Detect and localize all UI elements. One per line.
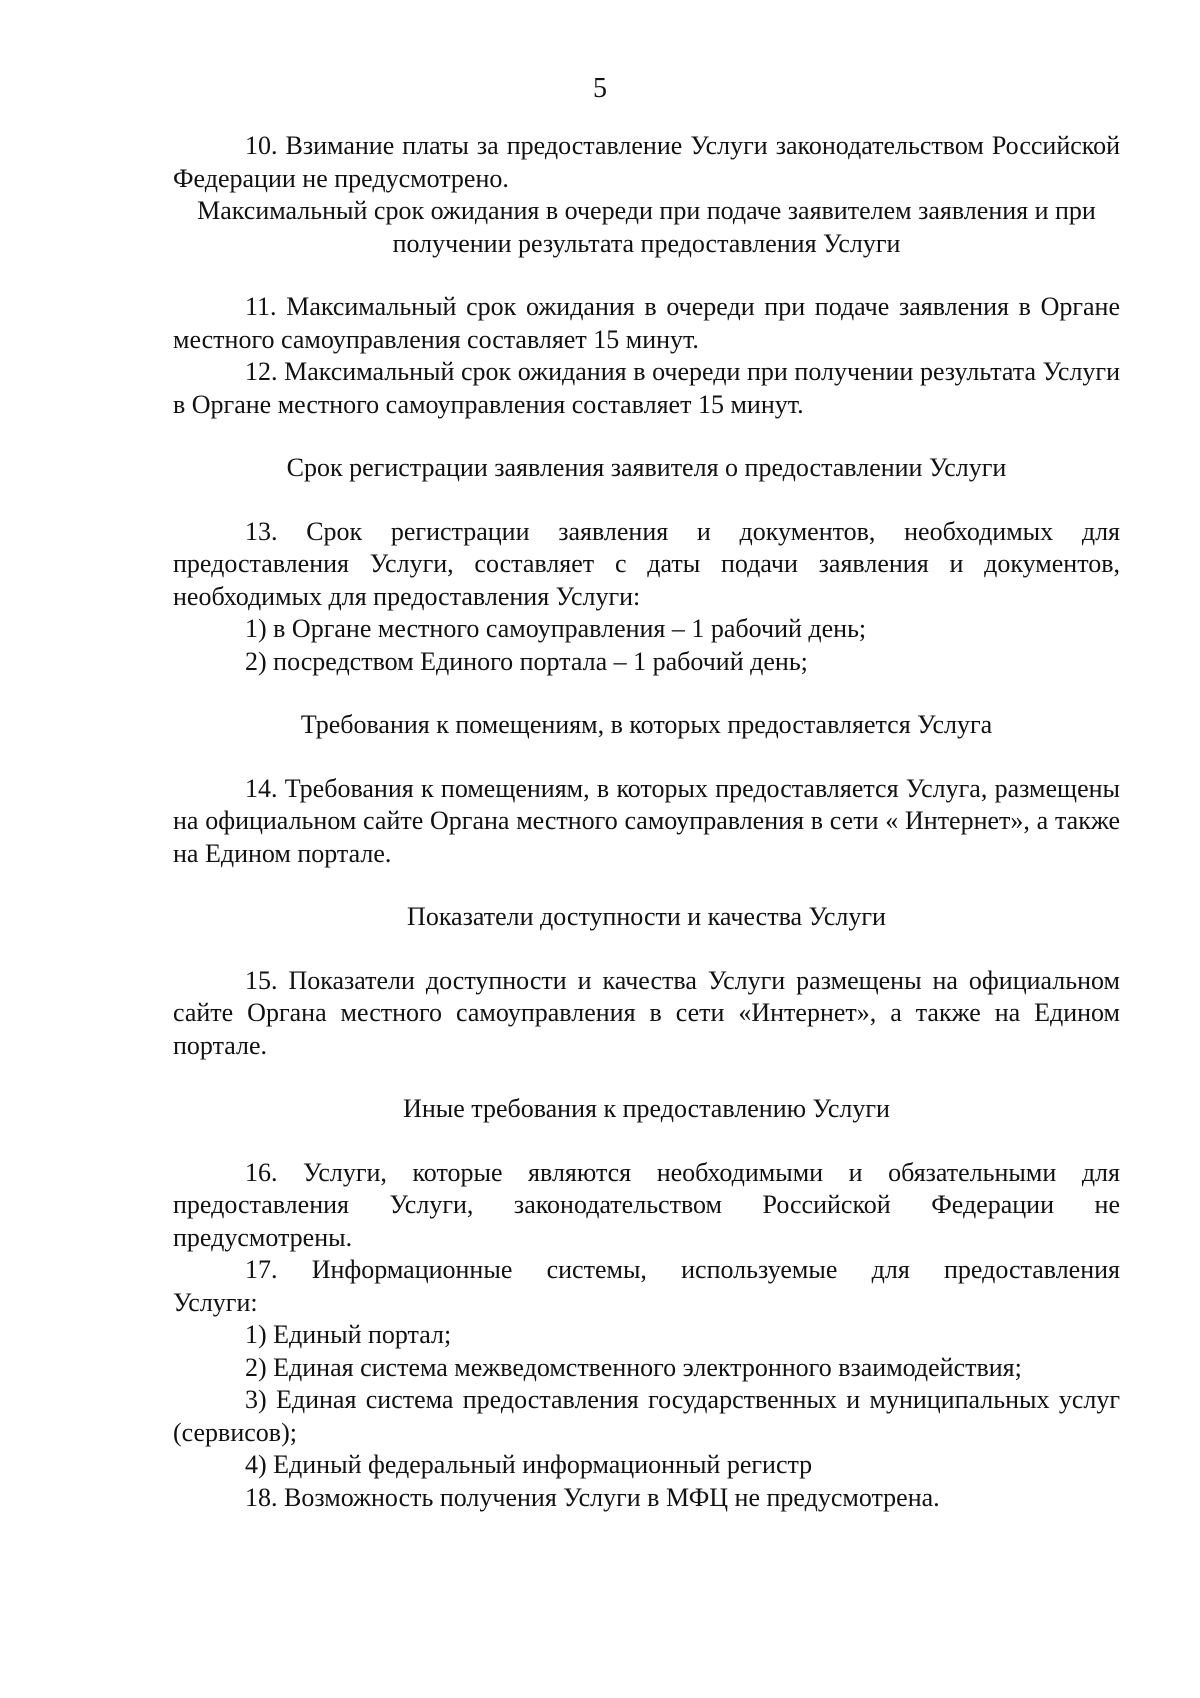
spacer — [173, 260, 1120, 291]
heading-premises-requirements: Требования к помещениям, в которых предоставляется Услуга — [300, 710, 993, 739]
paragraph-13: 13. Срок регистрации заявления и документов, необходимых для предоставления Услуги, составляет с даты подачи заявления и документов, необходимых для предоставления Услуги: — [173, 516, 1120, 611]
list-item: 1) в Органе местного самоуправления – 1 рабочий день; — [245, 614, 867, 643]
paragraph-16: 16. Услуги, которые являются необходимыми и обязательными для предоставления Услуги, законодательством Российской Федерации не предусмотрены. — [173, 1157, 1120, 1252]
spacer — [173, 421, 1120, 452]
spacer — [173, 934, 1120, 965]
paragraph-18: 18. Возможность получения Услуги в МФЦ не предусмотрена. — [245, 1482, 940, 1512]
spacer — [173, 1062, 1120, 1093]
list-item: 2) Единая система межведомственного электронного взаимодействия; — [245, 1352, 1022, 1382]
heading-other-requirements: Иные требования к предоставлению Услуги — [403, 1094, 890, 1123]
heading-registration-term: Срок регистрации заявления заявителя о предоставлении Услуги — [286, 453, 1007, 482]
paragraph-10: 10. Взимание платы за предоставление Услуги законодательством Российской Федерации не предусмотрено. — [173, 131, 1120, 193]
heading-queue-waiting-time: Максимальный срок ожидания в очереди при подаче заявителем заявления и при получении результата предоставления Услуги — [197, 196, 1096, 258]
paragraph-11: 11. Максимальный срок ожидания в очереди при подаче заявления в Органе местного самоуправления составляет 15 минут. — [173, 292, 1120, 354]
paragraph-17: 17. Информационные системы, используемые для предоставления Услуги: — [173, 1255, 1120, 1317]
spacer — [173, 485, 1120, 516]
paragraph-14: 14. Требования к помещениям, в которых предоставляется Услуга, размещены на официальном сайте Органа местного самоуправления в сети « Интернет», а также на Едином портале. — [173, 773, 1120, 868]
list-item: 3) Единая система предоставления государственных и муниципальных услуг (сервисов); — [173, 1385, 1120, 1447]
page-number: 5 — [593, 73, 607, 104]
document-body — [173, 130, 1120, 1514]
spacer — [173, 870, 1120, 901]
list-item: 2) посредством Единого портала – 1 рабочий день; — [245, 646, 808, 676]
list-item: 4) Единый федеральный информационный регистр — [245, 1450, 813, 1479]
spacer — [173, 1126, 1120, 1157]
paragraph-12: 12. Максимальный срок ожидания в очереди при получении результата Услуги в Органе местного самоуправления составляет 15 минут. — [173, 357, 1120, 419]
heading-quality-indicators: Показатели доступности и качества Услуги — [407, 902, 886, 931]
spacer — [173, 678, 1120, 709]
list-item: 1) Единый портал; — [245, 1320, 452, 1349]
spacer — [173, 742, 1120, 773]
paragraph-15: 15. Показатели доступности и качества Услуги размещены на официальном сайте Органа местного самоуправления в сети «Интернет», а также на Едином портале. — [173, 965, 1120, 1060]
